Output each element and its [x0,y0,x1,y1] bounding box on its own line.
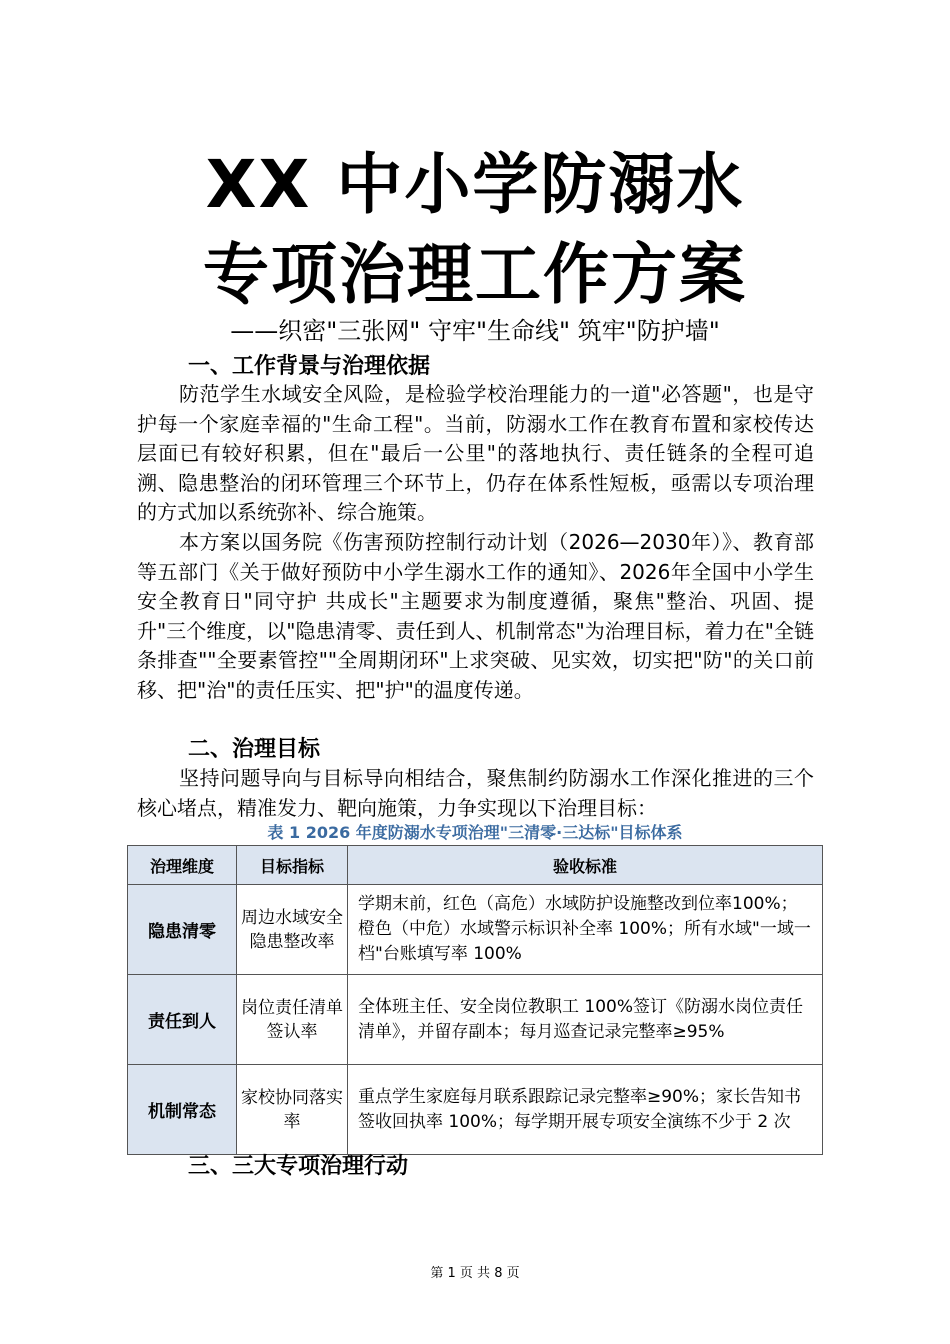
header-standard: 验收标准 [348,846,823,885]
table-caption: 表 1 2026 年度防溺水专项治理"三清零·三达标"目标体系 [267,823,683,842]
table-row [128,885,823,975]
header-dimension: 治理维度 [128,846,237,885]
section2-paragraph: 坚持问题导向与目标导向相结合，聚焦制约防溺水工作深化推进的三个核心堵点，精准发力、靶向施策，力争实现以下治理目标： [137,766,814,820]
page-number-footer: 第 1 页 共 8 页 [430,1266,520,1281]
table-row [128,975,823,1065]
indicator-cell: 家校协同落实率 [237,1065,348,1155]
header-indicator: 目标指标 [237,846,348,885]
section1-paragraph2: 本方案以国务院《伤害预防控制行动计划（2026—2030年）》、教育部等五部门《关于做好预防中小学生溺水工作的通知》、2026年全国中小学生安全教育日"同守护 共成长"主题要求为制度遵循，聚焦"整治、巩固、提升"三个维度，以"隐患清零、责任到人、机制常态"为治理目标，着力在"全链条排查""全要素管控""全周期闭环"上求突破、见实效，切实把"防"的关口前移、把"治"的责任压实、把"护"的温度传递。 [137,530,814,702]
standard-cell: 全体班主任、安全岗位教职工 100%签订《防溺水岗位责任清单》，并留存副本；每月巡查记录完整率≥95% [348,975,823,1065]
standard-cell: 学期末前，红色（高危）水域防护设施整改到位率100%；橙色（中危）水域警示标识补全率 100%；所有水域"一域一档"台账填写率 100% [348,885,823,975]
section2-heading: 二、治理目标 [188,737,321,762]
section3-heading: 三、三大专项治理行动 [188,1154,409,1179]
goals-table [127,845,823,1155]
document-title-line2: 专项治理工作方案 [203,236,747,313]
standard-cell: 重点学生家庭每月联系跟踪记录完整率≥90%；家长告知书签收回执率 100%；每学期开展专项安全演练不少于 2 次 [348,1065,823,1155]
indicator-cell: 周边水域安全隐患整改率 [237,885,348,975]
dimension-cell: 机制常态 [128,1065,237,1155]
dimension-cell: 隐患清零 [128,885,237,975]
dimension-cell: 责任到人 [128,975,237,1065]
section1-heading: 一、工作背景与治理依据 [188,354,431,379]
indicator-cell: 岗位责任清单签认率 [237,975,348,1065]
section1-paragraph1: 防范学生水域安全风险，是检验学校治理能力的一道"必答题"，也是守护每一个家庭幸福的"生命工程"。当前，防溺水工作在教育布置和家校传达层面已有较好积累，但在"最后一公里"的落地执行、责任链条的全程可追溯、隐患整治的闭环管理三个环节上，仍存在体系性短板，亟需以专项治理的方式加以系统弥补、综合施策。 [137,382,814,524]
document-subtitle: ——织密"三张网" 守牢"生命线" 筑牢"防护墙" [230,317,720,345]
table-header-row [128,846,823,885]
document-title-line1: XX 中小学防溺水 [205,146,745,223]
table-row [128,1065,823,1155]
